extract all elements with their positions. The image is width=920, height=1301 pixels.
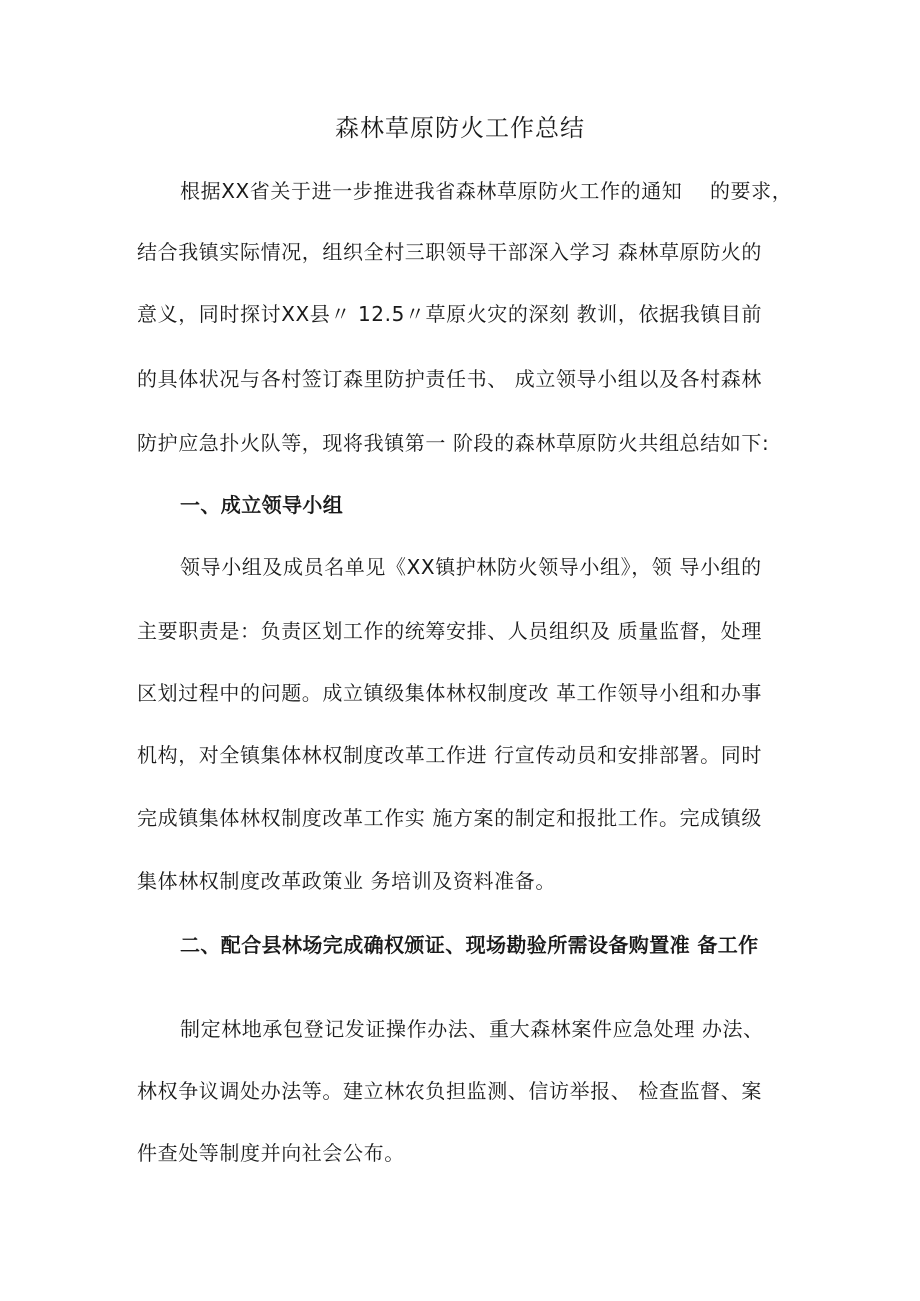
document-title: 森林草原防火工作总结 xyxy=(335,114,585,142)
paragraph-3-line-3: 件查处等制度并向社会公布。 xyxy=(137,1141,405,1165)
paragraph-2-line-3: 区划过程中的问题。成立镇级集体林权制度改 革工作领导小组和办事 xyxy=(137,681,762,705)
paragraph-2-line-4: 机构，对全镇集体林权制度改革工作进 行宣传动员和安排部署。同时 xyxy=(137,743,762,767)
section-heading-2: 二、配合县林场完成确权颁证、现场勘验所需设备购置准 备工作 xyxy=(180,933,759,957)
paragraph-1-line-5: 防护应急扑火队等，现将我镇第一 阶段的森林草原防火共组总结如下: xyxy=(137,431,770,455)
paragraph-2-line-2: 主要职责是：负责区划工作的统筹安排、人员组织及 质量监督，处理 xyxy=(137,619,762,643)
paragraph-1-line-1: 根据XX省关于进一步推进我省森林草原防火工作的通知 的要求， xyxy=(180,179,793,203)
paragraph-1-line-4: 的具体状况与各村签订森里防护责任书、 成立领导小组以及各村森林 xyxy=(137,367,762,391)
paragraph-1-line-2: 结合我镇实际情况，组织全村三职领导干部深入学习 森林草原防火的 xyxy=(137,240,762,264)
paragraph-1-line-3: 意义，同时探讨XX县〃 12.5〃草原火灾的深刻 教训，依据我镇目前 xyxy=(137,302,763,326)
paragraph-2-line-1: 领导小组及成员名单见《XX镇护林防火领导小组》，领 导小组的 xyxy=(180,555,762,579)
paragraph-3-line-1: 制定林地承包登记发证操作办法、重大森林案件应急处理 办法、 xyxy=(180,1017,764,1041)
paragraph-2-line-6: 集体林权制度改革政策业 务培训及资料准备。 xyxy=(137,869,556,893)
paragraph-3-line-2: 林权争议调处办法等。建立林农负担监测、信访举报、 检查监督、案 xyxy=(137,1079,762,1103)
paragraph-2-line-5: 完成镇集体林权制度改革工作实 施方案的制定和报批工作。完成镇级 xyxy=(137,806,762,830)
section-heading-1: 一、成立领导小组 xyxy=(180,493,344,517)
